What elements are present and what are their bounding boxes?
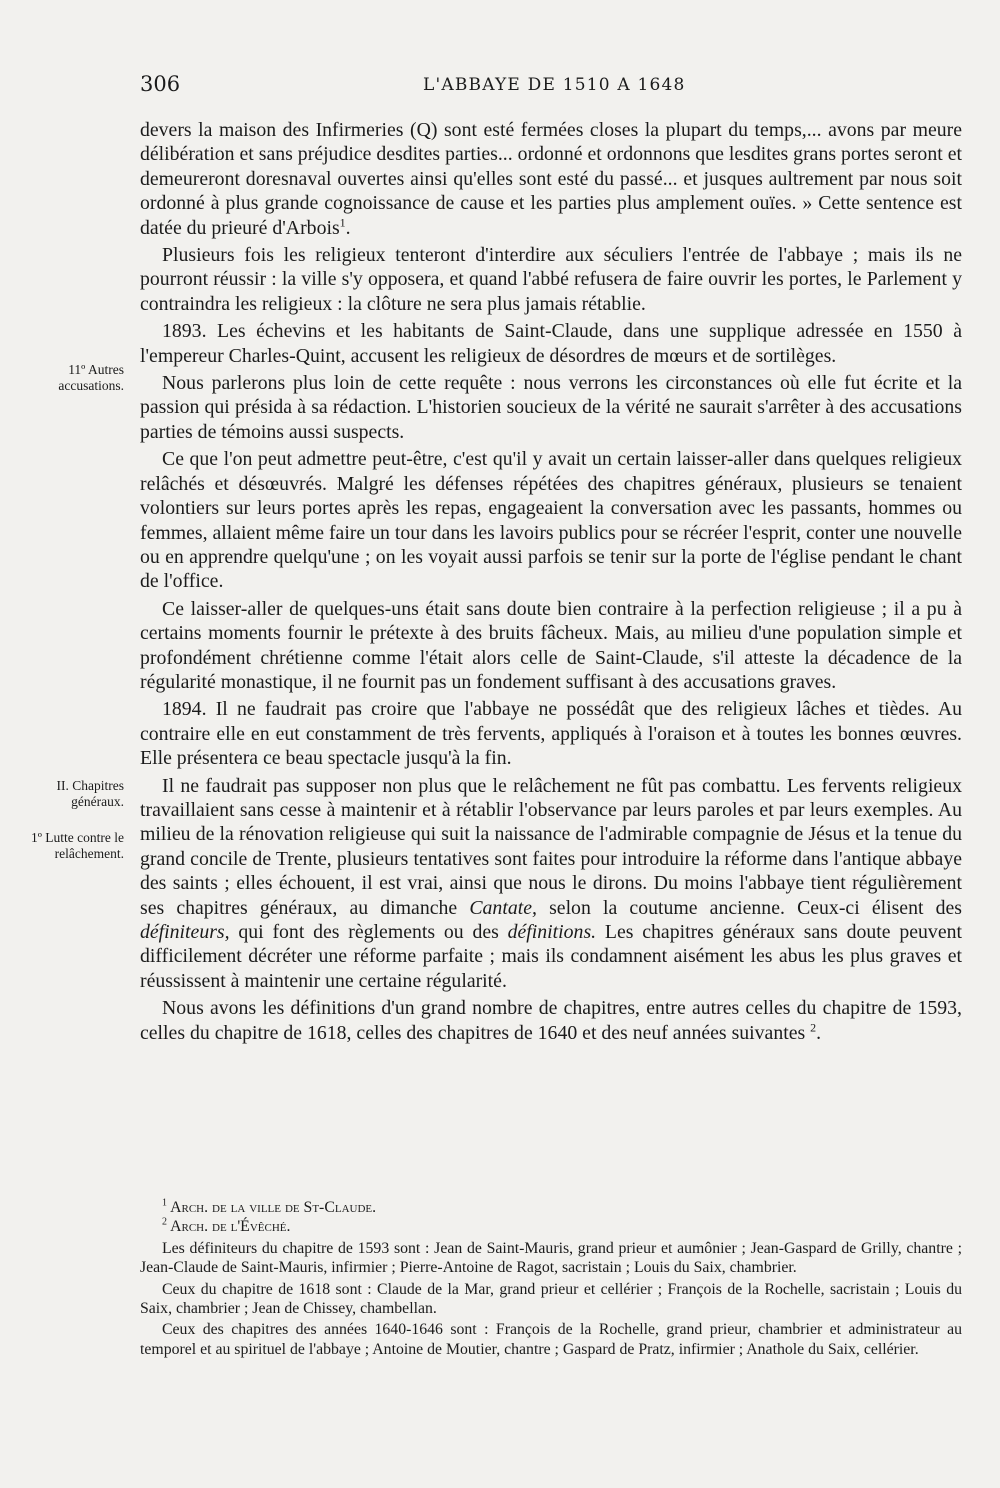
page-header (140, 72, 962, 98)
running-title: L'ABBAYE DE 1510 A 1648 (423, 75, 686, 95)
footnote-ref: 1 (339, 215, 346, 230)
body-text (140, 118, 962, 1045)
footnotes (140, 1198, 962, 1359)
footnote-2: $^2$ Arch. de l'Évêché. (162, 1217, 291, 1236)
margin-note-lutte-relachement: 1º Lutte contre le relâchement. (30, 830, 124, 861)
footnote-text: Ceux du chapitre de 1618 sont : Claude de la Mar, grand prieur et cellérier ; François de la Rochelle, sacristain ; Louis du Saix, chambrier ; Jean de Chissey, chambellan. (140, 1280, 962, 1318)
footnote-text: Les définiteurs du chapitre de 1593 sont : Jean de Saint-Mauris, grand prieur et aumônier ; Jean-Gaspard de Grilly, chantre ; Jean-Claude de Saint-Mauris, infirmier ; Pierre-Antoine de Ragot, sacristain ; Louis du Saix, chambrier. (140, 1239, 962, 1277)
footnote-text: Ceux des chapitres des années 1640-1646 sont : François de la Rochelle, grand prieur, chambrier et administrateur au temporel et au spirituel de l'abbaye ; Antoine de Moutier, chantre ; Gaspard de Pratz, infirmier ; Anathole du Saix, cellérier. (140, 1321, 962, 1358)
margin-note-autres-accusations: 11º Autres accusations. (58, 362, 124, 393)
paragraph: Il ne faudrait pas supposer non plus que le relâchement ne fût pas combattu. Les fervents religieux travaillaient sans cesse à maintenir et à rétablir l'observance par leurs paroles et par leurs exemples. Au milieu de la rénovation religieuse qui suit la naissance de l'admirable compagnie de Jésus et la tenue du grand concile de Trente, plusieurs tentatives sont faites pour introduire la réforme dans l'antique abbaye des saints ; elles échouent, il est vrai, ainsi que nous le dirons. Du moins l'abbaye tient régulièrement ses chapitres généraux, au dimanche Cantate, selon la coutume ancienne. Ceux-ci élisent des définiteurs, qui font des règlements ou des définitions. Les chapitres généraux sans doute peuvent difficilement décréter une réforme parfaite ; mais ils condamnent aisément les abus les plus graves et réussissent à maintenir une certaine régularité. (140, 774, 962, 992)
page-number: 306 (140, 72, 181, 96)
paragraph: Nous parlerons plus loin de cette requête : nous verrons les circonstances où elle fut écrite et la passion qui présida à sa rédaction. L'historien soucieux de la vérité ne saurait s'arrêter à des accusations parties de témoins aussi suspects. (140, 372, 962, 443)
paragraph-1894: 1894. Il ne faudrait pas croire que l'abbaye ne possédât que des religieux lâches et tièdes. Au contraire elle en eut constamment de très fervents, appliqués à l'oraison et à toutes les bonnes œuvres. Elle présentera ce beau spectacle jusqu'à la fin. (140, 698, 962, 770)
paragraph: Plusieurs fois les religieux tenteront d'interdire aux séculiers l'entrée de l'abbaye ; mais ils ne pourront réussir : la ville s'y opposera, et quand l'abbé refusera de faire ouvrir les portes, le Parlement y contraindra les religieux : la clôture ne sera plus jamais rétablie. (140, 244, 962, 315)
margin-note-chapitres-generaux: II. Chapitres généraux. (56, 778, 124, 809)
footnote-ref: 2 (810, 1020, 817, 1035)
paragraph-1893: 1893. Les échevins et les habitants de Saint-Claude, dans une supplique adressée en 1550 à l'empereur Charles-Quint, accusent les religieux de désordres de mœurs et de sortilèges. (140, 320, 962, 367)
paragraph: Nous avons les définitions d'un grand nombre de chapitres, entre autres celles du chapitre de 1593, celles du chapitre de 1618, celles des chapitres de 1640 et des neuf années suivantes $^2$. (140, 997, 962, 1044)
paragraph: Ce laisser-aller de quelques-uns était sans doute bien contraire à la perfection religieuse ; il a pu à certains moments fournir le prétexte à des bruits fâcheux. Mais, au milieu d'une population simple et profondément chrétienne comme l'était alors celle de Saint-Claude, s'il atteste la décadence de la régularité monastique, il ne fournit pas un fondement suffisant à des accusations graves. (140, 597, 962, 693)
paragraph: devers la maison des Infirmeries (Q) sont esté fermées closes la plupart du temps,... avons par meure délibération et sans préjudice desdites parties... ordonné et ordonnons que lesdites grans portes seront et demeureront doresnaval ouvertes ainsi qu'elles sont esté du passé... et jusques aultrement par nous soit ordonné à plus grande cognoissance de cause et les parties plus amplement ouïes. » Cette sentence est datée du prieuré d'Arbois$^1$. (140, 119, 962, 239)
paragraph: Ce que l'on peut admettre peut-être, c'est qu'il y avait un certain laisser-aller dans quelques religieux relâchés et désœuvrés. Malgré les défenses répétées des chapitres généraux, plusieurs se tenaient volontiers sur leurs portes après les repas, engageaient la conversation avec les passants, hommes ou femmes, allaient même faire un tour dans les lavoirs publics pour se récréer l'esprit, conter une nouvelle ou en apprendre quelqu'une ; on les voyait aussi parfois se tenir sur la porte de l'église pendant le chant de l'office. (140, 448, 962, 593)
footnote-1: $^1$ Arch. de la ville de St-Claude. (162, 1197, 377, 1216)
